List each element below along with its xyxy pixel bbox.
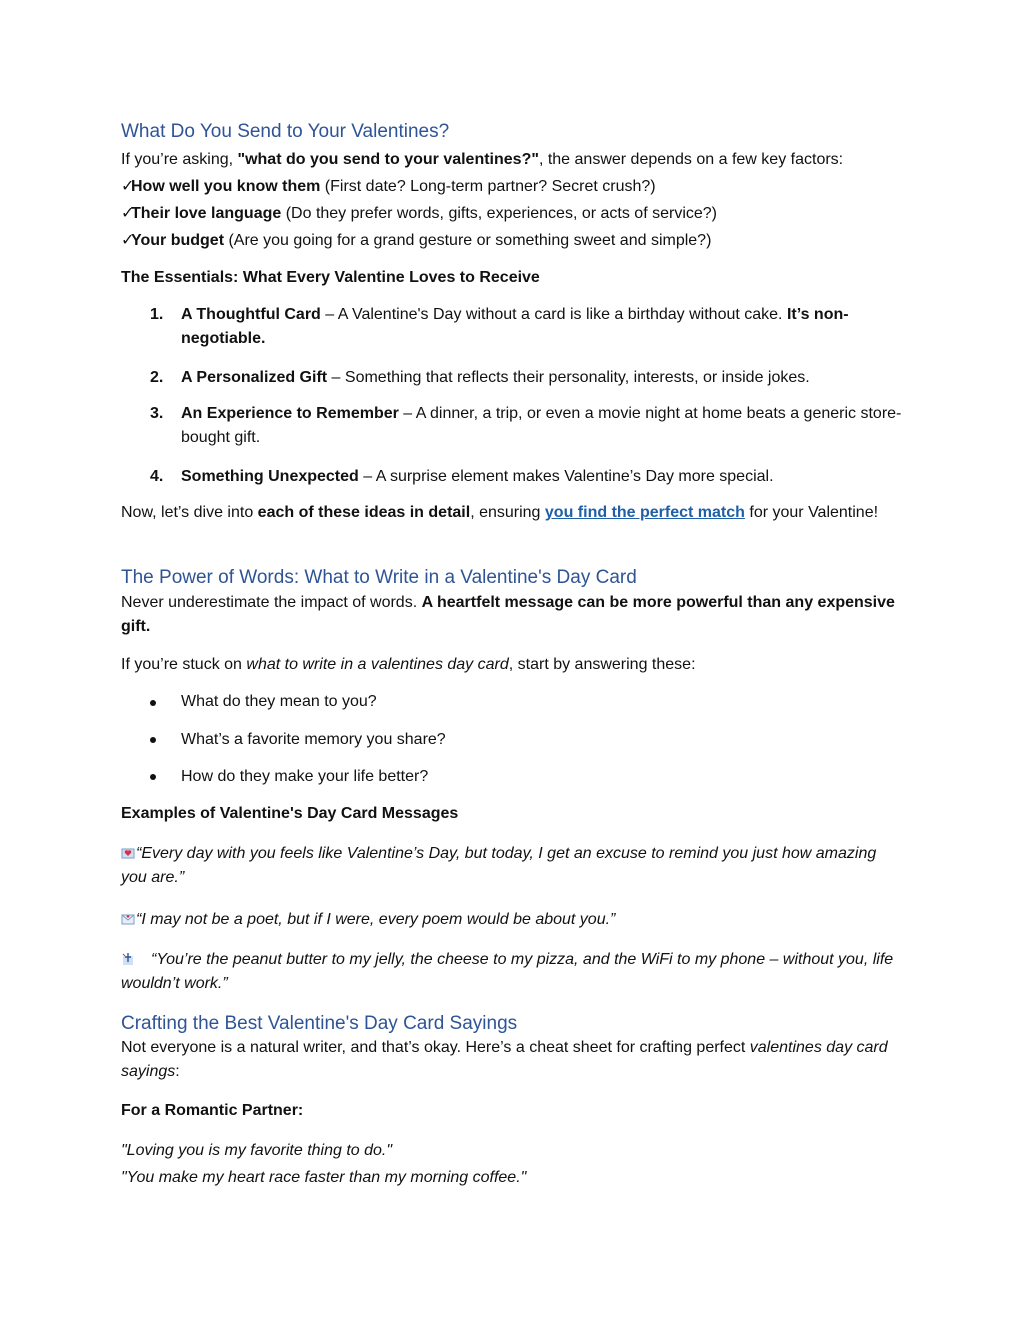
stuck-text: If you’re stuck on <box>121 656 247 673</box>
cheat-sheet-paragraph <box>121 1036 906 1084</box>
check-item <box>121 202 906 226</box>
impact-paragraph <box>121 591 906 639</box>
check-item-title: How well you know them <box>131 178 321 195</box>
check-item-text: (Do they prefer words, gifts, experiences, or acts of service?) <box>281 205 717 222</box>
check-icon: ✓ <box>121 178 135 195</box>
essentials-subheading: The Essentials: What Every Valentine Loves to Receive <box>121 269 540 286</box>
bullet-item: What’s a favorite memory you share? <box>181 731 446 748</box>
check-item <box>121 175 906 199</box>
impact-text: Never underestimate the impact of words. <box>121 594 422 611</box>
list-item-card <box>181 303 904 351</box>
dive-bold-text: each of these ideas in detail <box>257 504 471 521</box>
heart-letter-icon <box>121 846 135 860</box>
list-item-emphasis: It’s non-negotiable. <box>181 306 849 347</box>
bullet-dot <box>150 774 156 780</box>
saying-item <box>121 1139 906 1163</box>
section-heading-power-of-words: The Power of Words: What to Write in a Valentine's Day Card <box>121 567 637 588</box>
quote-item <box>121 842 906 890</box>
check-item-text: (First date? Long-term partner? Secret crush?) <box>320 178 656 195</box>
bullet-dot <box>150 700 156 706</box>
stuck-paragraph <box>121 653 906 677</box>
envelope-heart-icon <box>121 912 135 926</box>
list-number: 4. <box>150 468 164 485</box>
impact-bold-text: A heartfelt message can be more powerful than any expensive gift. <box>121 594 895 635</box>
list-number: 3. <box>150 405 164 422</box>
dive-paragraph <box>121 501 906 525</box>
list-item-text: – A dinner, a trip, or even a movie night at home beats a generic store-bought gift. <box>181 405 902 446</box>
intro-text: If you’re asking, <box>121 151 238 168</box>
intro-text-end: , the answer depends on a few key factors: <box>538 151 844 168</box>
saying-text: "Loving you is my favorite thing to do." <box>121 1142 393 1159</box>
intro-bold-text: "what do you send to your valentines?" <box>237 151 539 168</box>
quote-text: “You’re the peanut butter to my jelly, the cheese to my pizza, and the WiFi to my phone – without you, life wouldn’t work.” <box>121 951 894 992</box>
bullet-item: What do they mean to you? <box>181 693 377 710</box>
list-item-title: An Experience to Remember <box>181 405 399 422</box>
bullet-dot <box>150 737 156 743</box>
intro-paragraph <box>121 148 906 172</box>
list-item-title: A Personalized Gift <box>181 369 328 386</box>
list-item-unexpected <box>181 465 904 489</box>
section-heading-what-to-send: What Do You Send to Your Valentines? <box>121 121 450 142</box>
list-item-title: A Thoughtful Card <box>181 306 321 323</box>
saying-text: "You make my heart race faster than my morning coffee." <box>121 1169 527 1186</box>
check-item <box>121 229 906 253</box>
check-item-title: Their love language <box>131 205 282 222</box>
list-item-experience <box>181 402 904 450</box>
examples-subheading: Examples of Valentine's Day Card Messages <box>121 805 459 822</box>
stuck-text-end: , start by answering these: <box>508 656 696 673</box>
dive-text-mid: , ensuring <box>470 504 545 521</box>
list-number: 1. <box>150 306 164 323</box>
list-item-text: – A Valentine's Day without a card is like a birthday without cake. <box>320 306 787 323</box>
cheat-sheet-text: Not everyone is a natural writer, and that’s okay. Here’s a cheat sheet for crafting perfect <box>121 1039 750 1056</box>
list-item-title: Something Unexpected <box>181 468 359 485</box>
stuck-italic-text: what to write in a valentines day card <box>246 656 509 673</box>
dive-text: Now, let’s dive into <box>121 504 258 521</box>
list-number: 2. <box>150 369 164 386</box>
dive-text-end: for your Valentine! <box>744 504 879 521</box>
quote-item <box>121 908 906 932</box>
quote-text: “Every day with you feels like Valentine’s Day, but today, I get an excuse to remind you just how amazing you are.” <box>121 845 877 886</box>
quote-text: “I may not be a poet, but if I were, every poem would be about you.” <box>136 911 616 928</box>
romantic-partner-subheading: For a Romantic Partner: <box>121 1102 304 1119</box>
list-item-text: – A surprise element makes Valentine’s Day more special. <box>358 468 774 485</box>
check-icon: ✓ <box>121 232 135 249</box>
cupid-icon <box>121 952 135 966</box>
cheat-sheet-text-end: : <box>175 1063 180 1080</box>
list-item-gift <box>181 366 904 390</box>
check-item-title: Your budget <box>131 232 225 249</box>
saying-item <box>121 1166 906 1190</box>
check-item-text: (Are you going for a grand gesture or something sweet and simple?) <box>224 232 712 249</box>
perfect-match-link[interactable]: you find the perfect match <box>544 504 745 521</box>
check-icon: ✓ <box>121 205 135 222</box>
list-item-text: – Something that reflects their personality, interests, or inside jokes. <box>327 369 810 386</box>
bullet-item: How do they make your life better? <box>181 768 429 785</box>
section-heading-card-sayings: Crafting the Best Valentine's Day Card Sayings <box>121 1013 518 1034</box>
quote-item <box>121 948 906 996</box>
cheat-sheet-italic-text: valentines day card sayings <box>121 1039 888 1080</box>
